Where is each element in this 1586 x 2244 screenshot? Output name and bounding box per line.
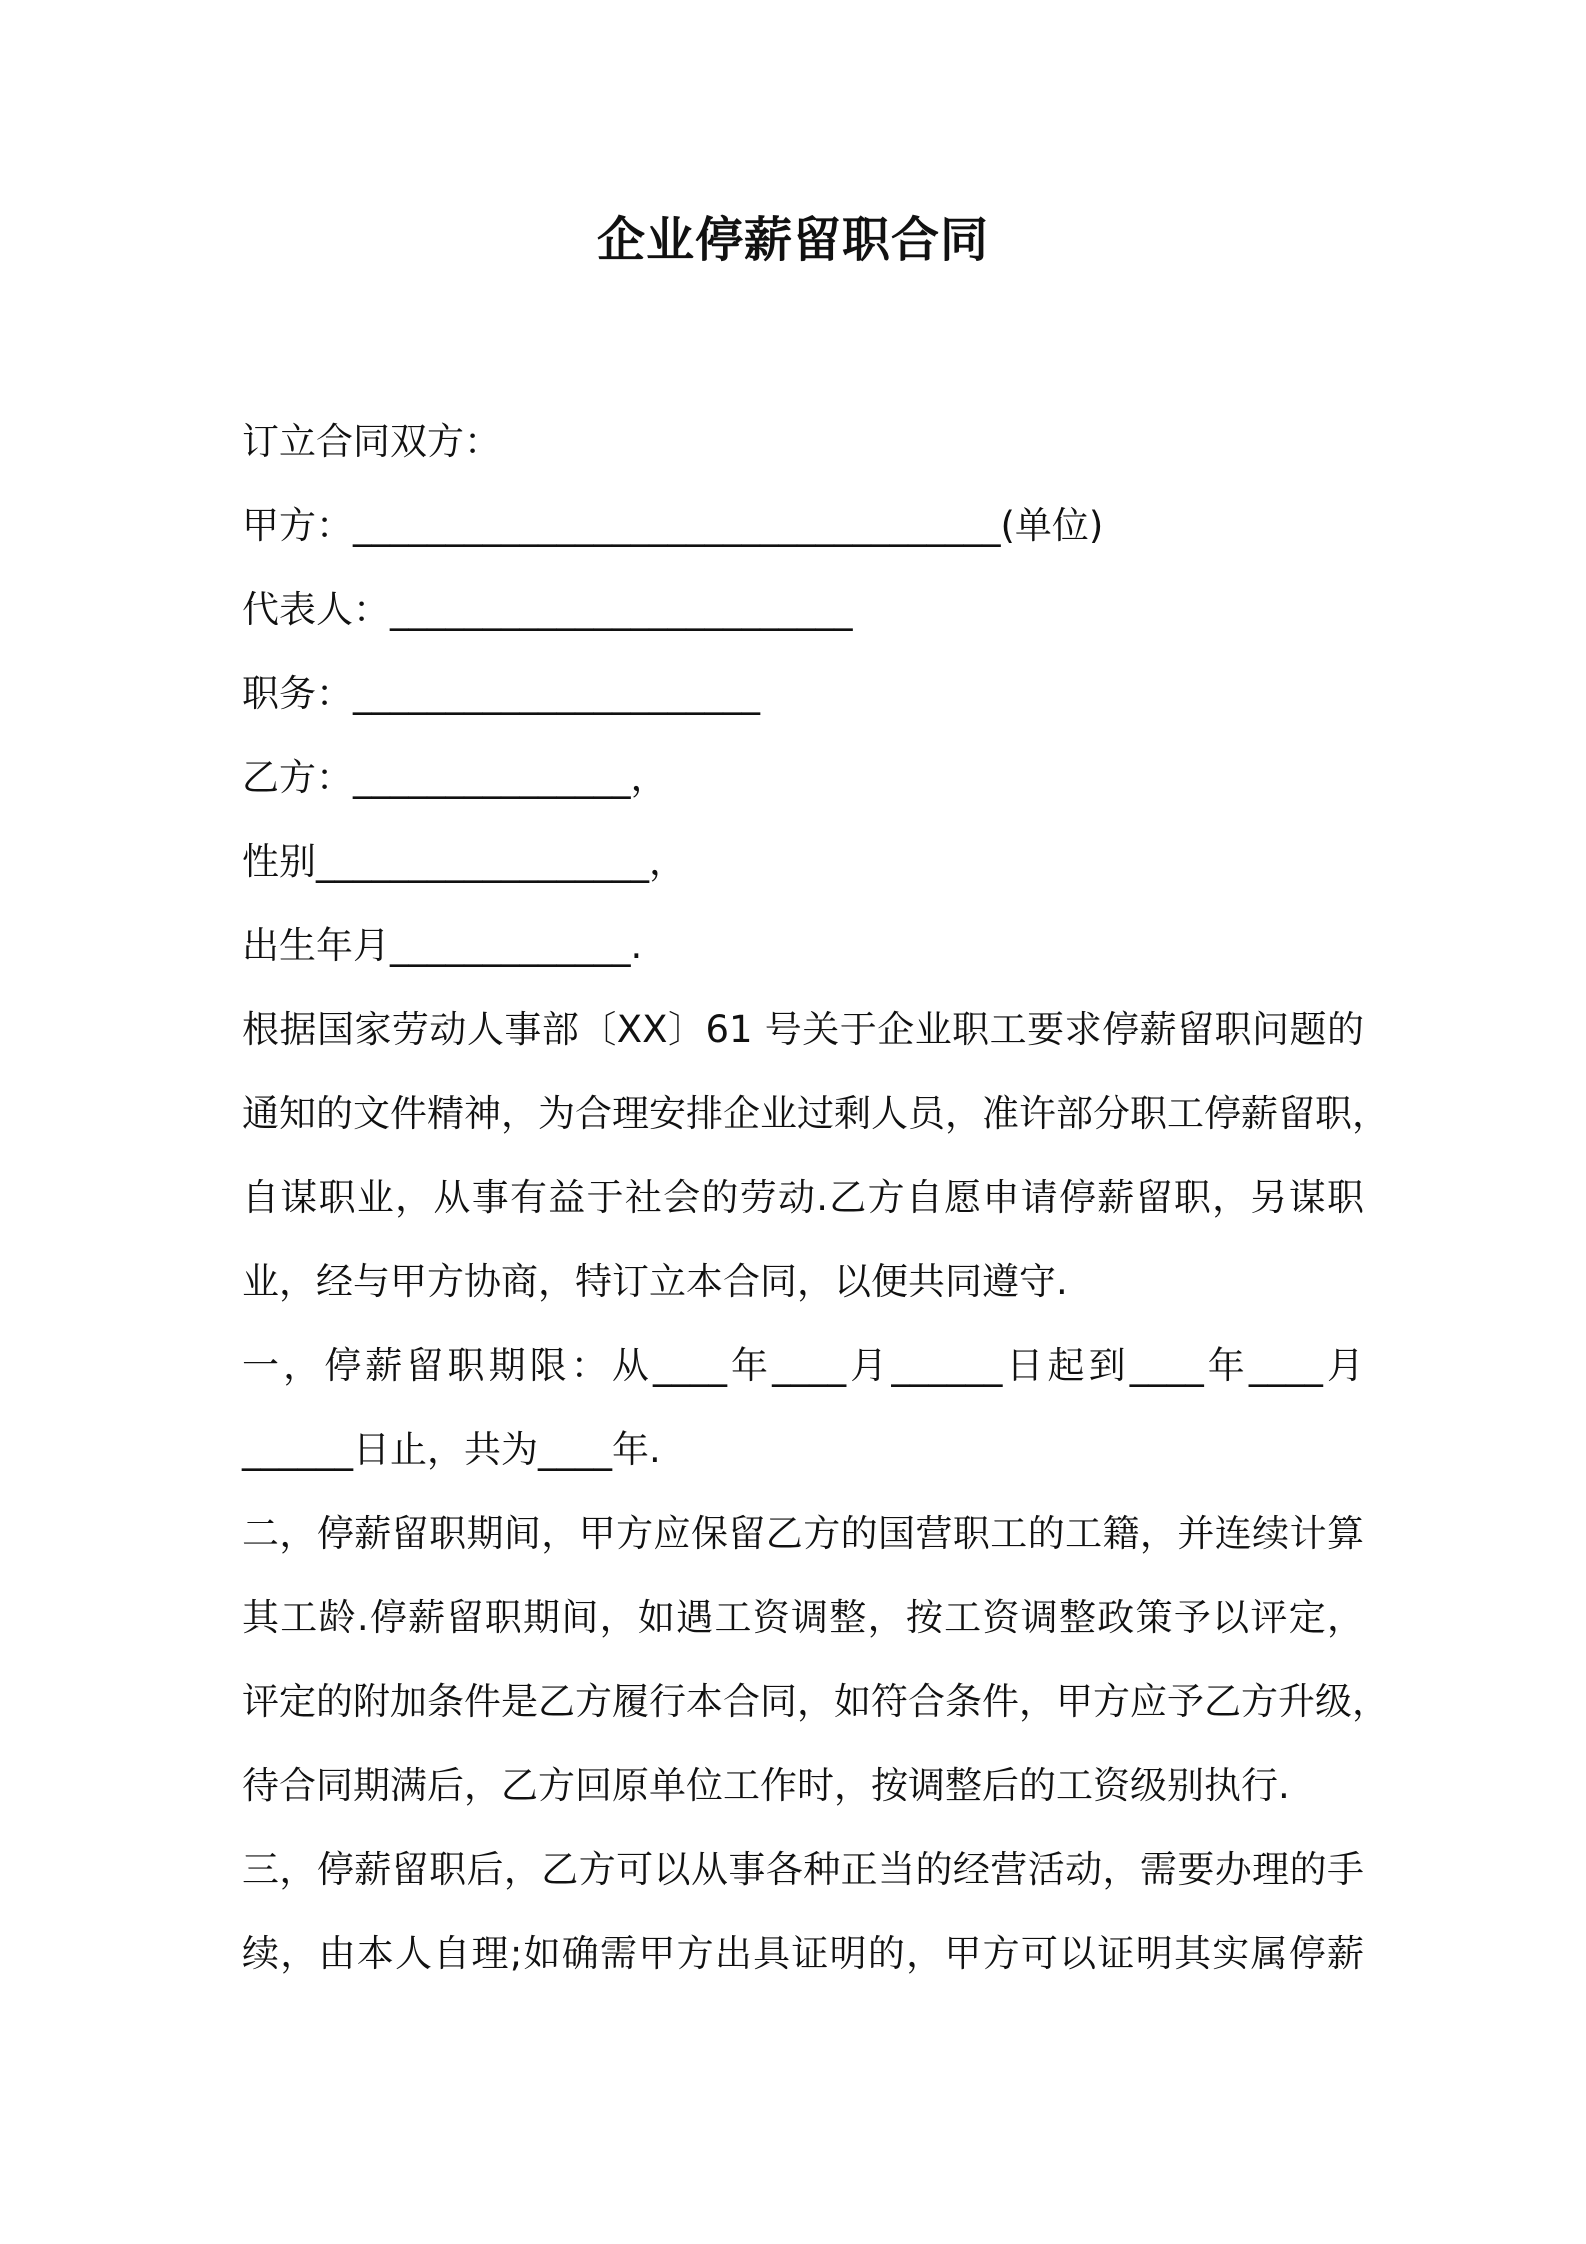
party-b-line: 乙方：_______________， — [242, 756, 668, 799]
preamble-line: 根据国家劳动人事部〔XX〕61 号关于企业职工要求停薪留职问题的 — [242, 1008, 1364, 1051]
clause-1-line: ______日止，共为____年. — [242, 1428, 661, 1471]
clause-1-line: 一，停薪留职期限：从____年____月______日起到____年____月 — [242, 1344, 1364, 1387]
position-line: 职务：______________________ — [242, 672, 760, 715]
representative-line: 代表人：_________________________ — [242, 588, 853, 631]
clause-2-line: 二，停薪留职期间，甲方应保留乙方的国营职工的工籍，并连续计算 — [242, 1512, 1364, 1555]
gender-line: 性别__________________， — [242, 840, 686, 883]
birth-date-line: 出生年月_____________. — [242, 924, 643, 967]
preamble-line: 通知的文件精神，为合理安排企业过剩人员，准许部分职工停薪留职， — [242, 1092, 1389, 1135]
clause-3-line: 续，由本人自理;如确需甲方出具证明的，甲方可以证明其实属停薪 — [242, 1932, 1364, 1975]
document-body — [242, 400, 1389, 1996]
preamble-line: 业，经与甲方协商，特订立本合同，以便共同遵守. — [242, 1260, 1068, 1303]
clause-2-line: 其工龄.停薪留职期间，如遇工资调整，按工资调整政策予以评定， — [242, 1596, 1364, 1639]
document-title: 企业停薪留职合同 — [596, 212, 989, 268]
party-a-line: 甲方：___________________________________(单位) — [242, 504, 1104, 547]
preamble-line: 自谋职业，从事有益于社会的劳动.乙方自愿申请停薪留职，另谋职 — [242, 1176, 1364, 1219]
parties-heading: 订立合同双方： — [242, 420, 501, 463]
clause-2-line: 待合同期满后，乙方回原单位工作时，按调整后的工资级别执行. — [242, 1764, 1290, 1807]
clause-2-line: 评定的附加条件是乙方履行本合同，如符合条件，甲方应予乙方升级， — [242, 1680, 1389, 1723]
clause-3-line: 三，停薪留职后，乙方可以从事各种正当的经营活动，需要办理的手 — [242, 1848, 1364, 1891]
